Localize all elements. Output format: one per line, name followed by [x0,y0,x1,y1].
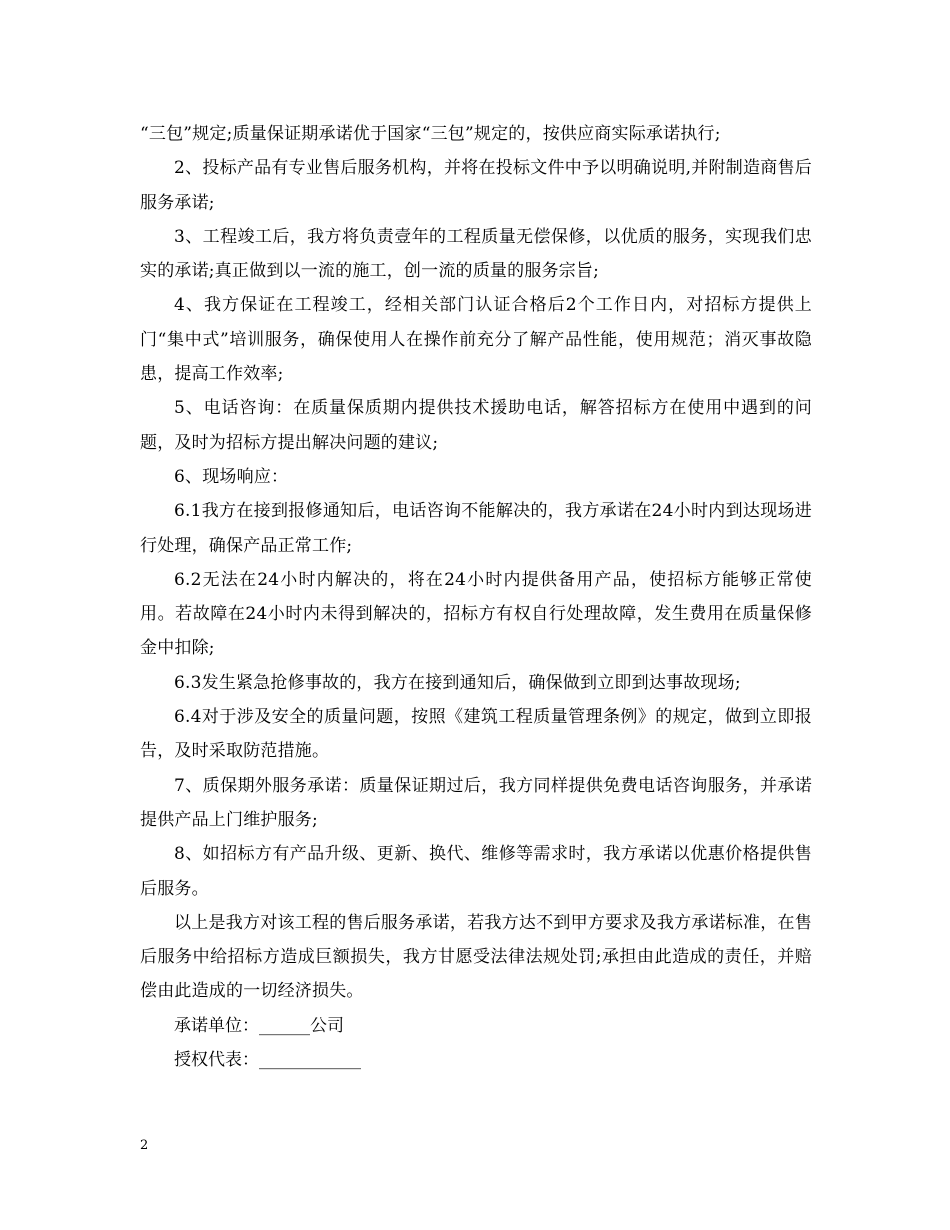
paragraph-item-6-1: 6.1我方在接到报修通知后，电话咨询不能解决的，我方承诺在24小时内到达现场进行处理，确保产品正常工作; [140,501,812,556]
paragraph-item-6-4: 6.4对于涉及安全的质量问题，按照《建筑工程质量管理条例》的规定，做到立即报告，及时采取防范措施。 [140,707,812,762]
page-number: 2 [140,1138,149,1153]
paragraph-item-6-3: 6.3发生紧急抢修事故的，我方在接到通知后，确保做到立即到达事故现场; [174,672,741,693]
paragraph-item-7: 7、质保期外服务承诺：质量保证期过后，我方同样提供免费电话咨询服务，并承诺提供产品上门维护服务; [140,775,812,830]
signature-unit-line: 承诺单位：______公司 [174,1015,344,1036]
paragraph-item-3: 3、工程竣工后，我方将负责壹年的工程质量无偿保修，以优质的服务，实现我们忠实的承诺;真正做到以一流的施工，创一流的质量的服务宗旨; [140,226,812,282]
paragraph-item-4: 4、我方保证在工程竣工，经相关部门认证合格后2个工作日内，对招标方提供上门“集中式”培训服务，确保使用人在操作前充分了解产品性能，使用规范；消灭事故隐患，提高工作效率; [140,295,812,385]
signature-representative-line: 授权代表：____________ [174,1050,361,1071]
paragraph-item-2: 2、投标产品有专业售后服务机构，并将在投标文件中予以明确说明,并附制造商售后服务承诺; [140,158,812,213]
paragraph-conclusion: 以上是我方对该工程的售后服务承诺，若我方达不到甲方要求及我方承诺标准，在售后服务中给招标方造成巨额损失，我方甘愿受法律法规处罚;承担由此造成的责任，并赔偿由此造成的一切经济损失。 [140,912,812,1002]
paragraph-continuation: “三包”规定;质量保证期承诺优于国家“三包”规定的，按供应商实际承诺执行; [140,124,721,144]
paragraph-item-8: 8、如招标方有产品升级、更新、换代、维修等需求时，我方承诺以优惠价格提供售后服务。 [140,844,812,899]
paragraph-item-6: 6、现场响应： [174,466,289,487]
paragraph-item-6-2: 6.2无法在24小时内解决的，将在24小时内提供备用产品，使招标方能够正常使用。若故障在24小时内未得到解决的，招标方有权自行处理故障，发生费用在质量保修金中扣除; [140,569,812,659]
paragraph-item-5: 5、电话咨询：在质量保质期内提供技术援助电话，解答招标方在使用中遇到的问题，及时为招标方提出解决问题的建议; [140,398,812,453]
document-body [140,117,812,1077]
